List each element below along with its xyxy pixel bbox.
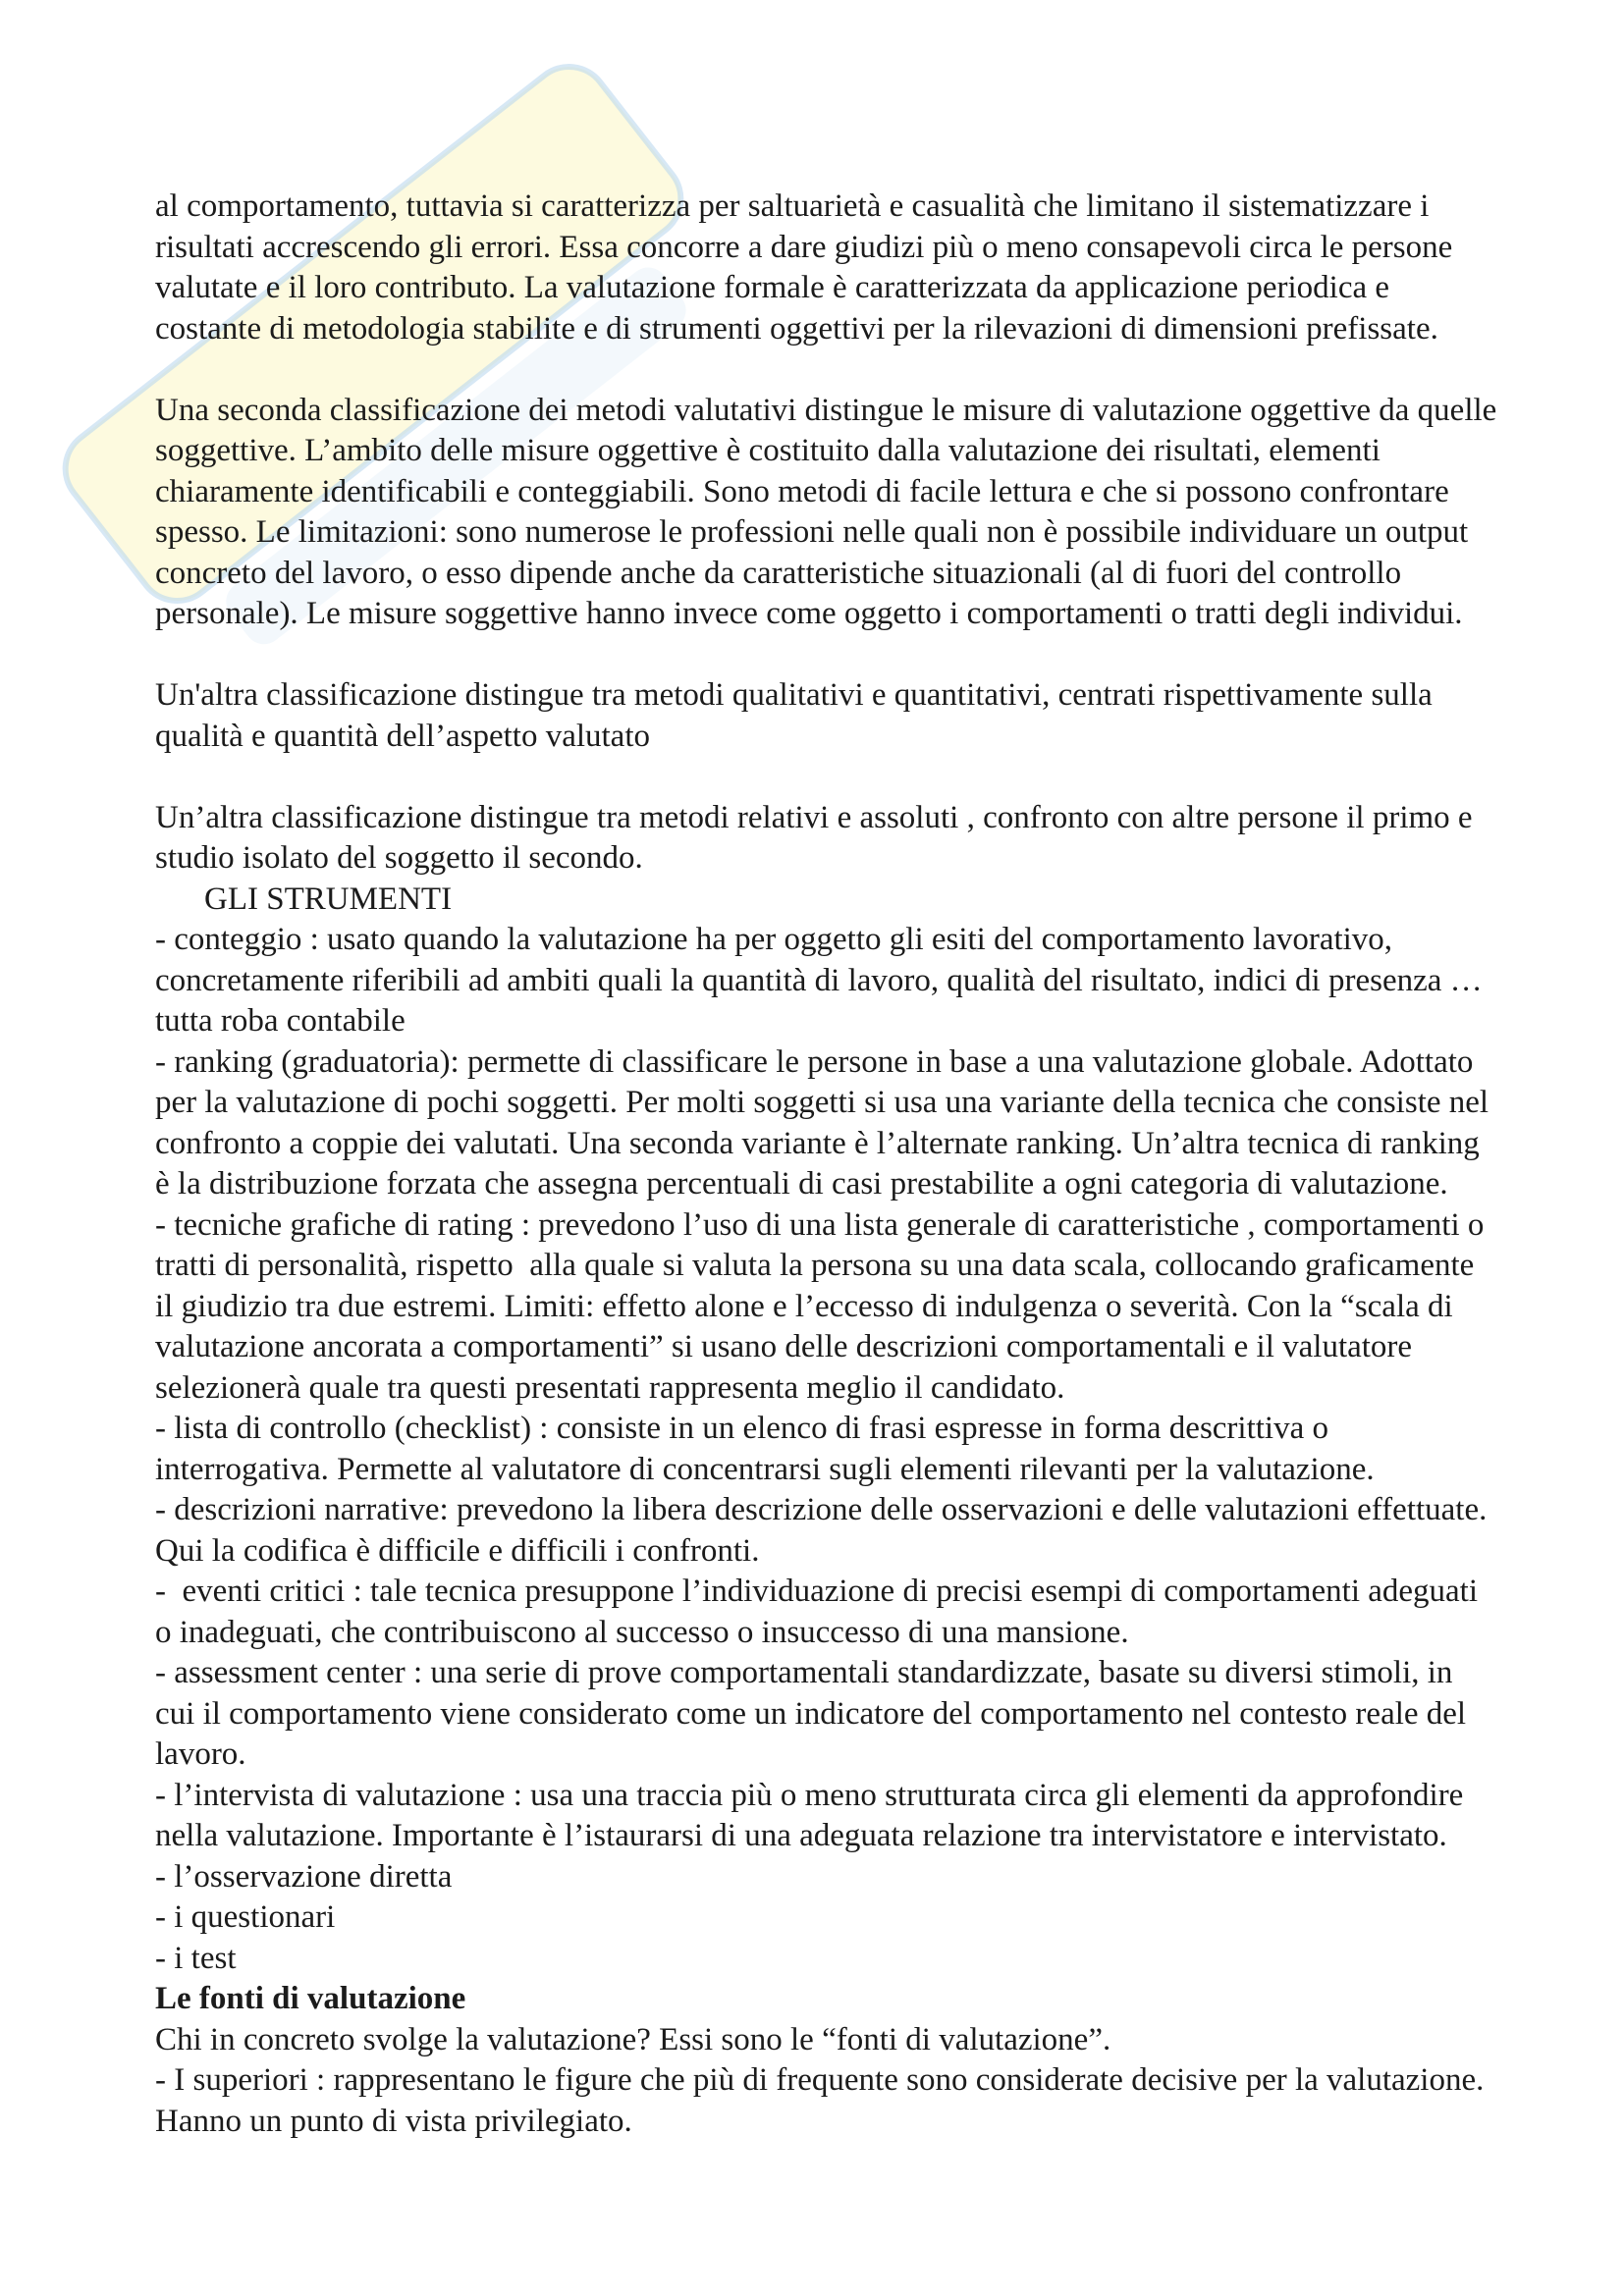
text-line: tratti di personalità, rispetto alla quale si valuta la persona su una data scala, collocando graficamente [155, 1248, 1475, 1283]
list-item-intervista [155, 1776, 1569, 1857]
text-line: per la valutazione di pochi soggetti. Per molti soggetti si usa una variante della tecnica che consiste nel [155, 1085, 1489, 1120]
section-heading-fonti: Le fonti di valutazione [155, 1981, 466, 2016]
list-item-tecniche-grafiche [155, 1205, 1569, 1410]
text-line: costante di metodologia stabilite e di strumenti oggettivi per la rilevazioni di dimensioni prefissate. [155, 310, 1438, 347]
text-line: - conteggio : usato quando la valutazione ha per oggetto gli esiti del comportamento lavorativo, [155, 922, 1393, 957]
document-body [155, 187, 1569, 2142]
text-line: risultati accrescendo gli errori. Essa concorre a dare giudizi più o meno consapevoli circa le persone [155, 229, 1453, 265]
text-line: - eventi critici : tale tecnica presuppone l’individuazione di precisi esempi di comportamenti adeguati [155, 1574, 1479, 1609]
text-line: interrogativa. Permette al valutatore di concentrarsi sugli elementi rilevanti per la valutazione. [155, 1451, 1375, 1487]
text-line: è la distribuzione forzata che assegna percentuali di casi prestabilite a ogni categoria di valutazione. [155, 1166, 1448, 1201]
text-line: - tecniche grafiche di rating : prevedono l’uso di una lista generale di caratteristiche , comportamenti o [155, 1206, 1485, 1243]
text-line: Chi in concreto svolge la valutazione? Essi sono le “fonti di valutazione”. [155, 2021, 1111, 2057]
text-line: valutate e il loro contributo. La valutazione formale è caratterizzata da applicazione periodica e [155, 270, 1390, 305]
list-item-checklist [155, 1409, 1569, 1490]
text-line: chiaramente identificabili e conteggiabili. Sono metodi di facile lettura e che si possono confrontare [155, 473, 1449, 509]
text-line: tutta roba contabile [155, 1003, 406, 1039]
list-item-superiori [155, 2060, 1569, 2142]
text-line: confronto a coppie dei valutati. Una seconda variante è l’alternate ranking. Un’altra tecnica di ranking [155, 1125, 1480, 1161]
text-line: nella valutazione. Importante è l’istaurarsi di una adeguata relazione tra intervistatore e intervistato. [155, 1818, 1447, 1853]
text-line: - l’osservazione diretta [155, 1858, 453, 1895]
section-heading-strumenti: GLI STRUMENTI [204, 881, 453, 917]
text-line: - i test [155, 1940, 237, 1976]
text-line: Qui la codifica è difficile e difficili i confronti. [155, 1532, 760, 1569]
section-strumenti [155, 880, 1569, 1980]
text-line: studio isolato del soggetto il secondo. [155, 840, 643, 876]
paragraph-intro [155, 187, 1569, 349]
text-line: qualità e quantità dell’aspetto valutato [155, 718, 650, 754]
text-line: - I superiori : rappresentano le figure che più di frequente sono considerate decisive per la valutazione. [155, 2062, 1485, 2098]
text-line: al comportamento, tuttavia si caratterizza per saltuarietà e casualità che limitano il sistematizzare i [155, 188, 1430, 224]
list-item-descrizioni-narrative [155, 1490, 1569, 1572]
text-line: - i questionari [155, 1899, 336, 1935]
text-line: selezionerà quale tra questi presentati rappresenta meglio il candidato. [155, 1369, 1065, 1406]
section-fonti [155, 1979, 1569, 2142]
list-item-ranking [155, 1042, 1569, 1205]
text-line: o inadeguati, che contribuiscono al successo o insuccesso di una mansione. [155, 1614, 1129, 1650]
text-line: Un'altra classificazione distingue tra metodi qualitativi e quantitativi, centrati rispettivamente sulla [155, 677, 1433, 713]
text-line: soggettive. L’ambito delle misure oggettive è costituito dalla valutazione dei risultati, elementi [155, 433, 1380, 468]
list-item-conteggio [155, 920, 1569, 1042]
text-line: concretamente riferibili ad ambiti quali la quantità di lavoro, qualità del risultato, indici di presenza … [155, 962, 1483, 998]
text-line: - descrizioni narrative: prevedono la libera descrizione delle osservazioni e delle valutazioni effettuate. [155, 1492, 1488, 1527]
text-line: il giudizio tra due estremi. Limiti: effetto alone e l’eccesso di indulgenza o severità. Con la “scala di [155, 1288, 1453, 1324]
text-line: - lista di controllo (checklist) : consiste in un elenco di frasi espresse in forma descrittiva o [155, 1411, 1328, 1446]
text-line: Hanno un punto di vista privilegiato. [155, 2103, 632, 2139]
list-item-questionari [155, 1897, 1569, 1939]
text-line: concreto del lavoro, o esso dipende anche da caratteristiche situazionali (al di fuori del controllo [155, 555, 1402, 591]
text-line: spesso. Le limitazioni: sono numerose le professioni nelle quali non è possibile individuare un output [155, 514, 1469, 550]
list-item-test [155, 1939, 1569, 1980]
text-line: valutazione ancorata a comportamenti” si usano delle descrizioni comportamentali e il valutatore [155, 1329, 1413, 1364]
list-item-osservazione [155, 1857, 1569, 1898]
text-line: - assessment center : una serie di prove comportamentali standardizzate, basate su diversi stimoli, in [155, 1655, 1453, 1690]
text-line: lavoro. [155, 1736, 246, 1772]
text-line: personale). Le misure soggettive hanno invece come oggetto i comportamenti o tratti degli individui. [155, 596, 1463, 631]
paragraph-qualitativi-quantitativi [155, 675, 1569, 757]
text-line: - ranking (graduatoria): permette di classificare le persone in base a una valutazione globale. Adottato [155, 1043, 1474, 1080]
list-item-assessment-center [155, 1653, 1569, 1776]
text-line: cui il comportamento viene considerato come un indicatore del comportamento nel contesto reale del [155, 1695, 1467, 1732]
paragraph-oggettive-soggettive [155, 391, 1569, 635]
list-item-eventi-critici [155, 1572, 1569, 1653]
paragraph-relativi-assoluti [155, 798, 1569, 880]
text-line: Un’altra classificazione distingue tra metodi relativi e assoluti , confronto con altre persone il primo e [155, 799, 1473, 835]
text-line: - l’intervista di valutazione : usa una traccia più o meno strutturata circa gli elementi da approfondire [155, 1777, 1464, 1813]
text-line: Una seconda classificazione dei metodi valutativi distingue le misure di valutazione oggettive da quelle [155, 392, 1497, 428]
